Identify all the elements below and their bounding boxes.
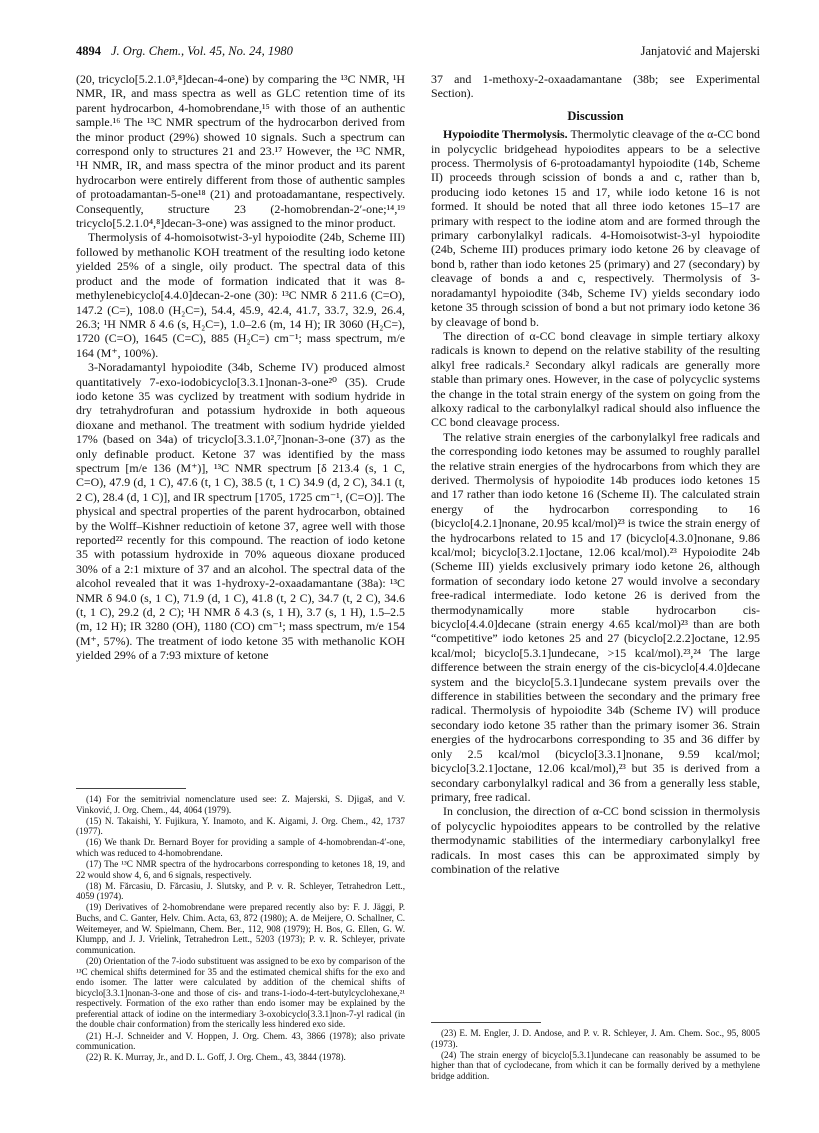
section-heading: Discussion (567, 108, 624, 123)
body-paragraph: In conclusion, the direction of α-CC bond scission in thermolysis of polycyclic hypoiodites appears to be controlled by the relative thermodynamic stabilities of the intermediary carbonylalkyl free radicals. In most cases this can be approximated simply by combination of the relative (431, 804, 760, 876)
footnote: (15) N. Takaishi, Y. Fujikura, Y. Inamoto, and K. Aigami, J. Org. Chem., 42, 1737 (1977). (76, 815, 405, 837)
body-paragraph: Thermolysis of 4-homoisotwist-3-yl hypoiodite (24b, Scheme III) followed by methanolic KOH treatment of the resulting iodo ketone yielded 25% of a single, oily product. The spectral data of this product and the mode of formation indicated that it was 8-methylenebicyclo[4.4.0]decan-2-one (30): ¹³C NMR δ 211.6 (C=O), 147.2 (C=), 108.0 (H₂C=), 54.4, 45.9, 42.4, 41.7, 33.7, 32.9, 26.4, 26.3; ¹H NMR δ 4.6 (s, H₂C=), 1.0–2.6 (m, 14 H); IR 3060 (H₂C=), 1720 (C=O), 1645 (C=C), 885 (H₂C=) cm⁻¹; mass spectrum, m/e 164 (M⁺, 100%). (76, 230, 405, 360)
paragraph-text: Thermolytic cleavage of the α-CC bond in polycyclic bridgehead hypoiodites appears to be a selective process. Thermolysis of 6-protoadamantyl hypoiodite (14b, Scheme II) proceeds through scission of bonds a and c, rather than b, producing iodo ketones 15 and 17, while iodo ketone 16 is not formed. It should be noted that all three iodo ketones 15–17 are primary with respect to the iodine atom and are formed through the primary carbonylalkyl radicals. 4-Homoisotwist-3-yl hypoiodite (24b, Scheme III) produces primary iodo ketone 26 by cleavage of bond b, rather than iodo ketones 25 (primary) and 27 (secondary) by cleavage of bonds a and c, respectively. Thermolysis of 3-noradamantyl hypoiodite (34b, Scheme IV) yields secondary iodo ketone 35 through scission of bond a but not primary iodo ketone 36 by cleavage of bond b. (431, 127, 760, 329)
footnote: (16) We thank Dr. Bernard Boyer for providing a sample of 4-homobrendan-4′-one, which was reduced to 4-homobrendane. (76, 837, 405, 858)
footnotes-right (431, 1022, 760, 1082)
runin-heading: Hypoiodite Thermolysis. (443, 127, 568, 142)
footnote: (24) The strain energy of bicyclo[5.3.1]undecane can reasonably be assumed to be higher than that of cyclodecane, from which it can be formally derived by a methylene bridge addition. (431, 1049, 760, 1081)
right-column (431, 72, 760, 876)
body-paragraph: (20, tricyclo[5.2.1.0³,⁸]decan-4-one) by comparing the ¹³C NMR, ¹H NMR, IR, and mass spectra as well as GLC retention time of its parent hydrocarbon, 4-homobrendane,¹⁵ with those of an authentic sample.¹⁶ The ¹³C NMR spectrum of the hydrocarbon derived from the minor product (29%) showed 10 signals. Such a spectrum can correspond only to structures 21 and 23.¹⁷ However, the ¹³C NMR, ¹H NMR, IR, and mass spectra of the minor product and its parent hydrocarbon were entirely different from those of authentic samples of protoadamantan-5-one¹⁸ (21) and protoadamantane, respectively. Consequently, structure 23 (2-homobrendan-2′-one;¹⁴,¹⁹ tricyclo[5.2.1.0⁴,⁸]decan-3-one) was assigned to the minor product. (76, 72, 405, 231)
header-authors: Janjatović and Majerski (640, 44, 760, 58)
footnote: (23) E. M. Engler, J. D. Andose, and P. v. R. Schleyer, J. Am. Chem. Soc., 95, 8005 (1973). (431, 1028, 760, 1049)
body-paragraph: The relative strain energies of the carbonylalkyl free radicals and the corresponding iodo ketones may be assumed to roughly parallel the relative strain energies of the hydrocarbons from which they are derived. Thermolysis of hypoiodite 14b produces iodo ketones 15 and 17 rather than iodo ketone 16 (Scheme II). The calculated strain energy of the hydrocarbon corresponding to 16 (bicyclo[4.2.1]nonane, 20.95 kcal/mol)²³ is twice the strain energy of the hydrocarbons related to 15 and 17 (bicyclo[4.3.0]nonane, 9.86 kcal/mol; bicyclo[3.2.1]octane, 12.06 kcal/mol).²³ Hypoiodite 24b (Scheme III) yields exclusively primary iodo ketone 26, although formation of secondary iodo ketone 27 would involve a secondary free-radical intermediate. Iodo ketone 26 is derived from the thermodynamically more stable hydrocarbon cis-bicyclo[4.4.0]decane (strain energy 4.65 kcal/mol)²³ than are both “competitive” iodo ketones 25 and 27 (bicyclo[2.2.2]octane, 12.95 kcal/mol; bicyclo[5.3.1]undecane, >15 kcal/mol).²³,²⁴ The large difference between the strain energy of the cis-bicyclo[4.4.0]decane system and the bicyclo[5.3.1]undecane system prevails over the difference in stabilities between the secondary and the primary free radical. Thermolysis of hypoiodite 34b (Scheme IV) will produce secondary iodo ketone 35 rather than the primary isomer 36. Strain energies of the hydrocarbons corresponding to 35 and 36 differ by only 2.5 kcal/mol (bicyclo[3.3.1]nonane, 9.59 kcal/mol; bicyclo[3.2.1]octane, 12.06 kcal/mol),²³ but 35 is derived from a secondary carbonylalkyl radical and 36 from a generally less stable, primary, free radical. (431, 429, 760, 804)
body-paragraph: 37 and 1-methoxy-2-oxaadamantane (38b; see Experimental Section). (431, 72, 760, 101)
footnote-rule (431, 1022, 541, 1023)
footnote: (21) H.-J. Schneider and V. Hoppen, J. Org. Chem. 43, 3866 (1978); also private communication. (76, 1030, 405, 1052)
page-header (76, 44, 760, 62)
footnotes-left (76, 788, 405, 1063)
header-left (76, 44, 293, 59)
footnote: (19) Derivatives of 2-homobrendane were prepared recently also by: F. J. Jäggi, P. Buchs, and C. Ganter, Helv. Chim. Acta, 63, 872 (1980); A. de Meijere, O. Schallner, C. Weitemeyer, and W. Spielmann, Chem. Ber., 112, 908 (1979); H. Bos, G. Ellen, G. W. Klumpp, and J. J. Vrielink, Tetrahedron Lett., 5203 (1973); P. v. R. Schleyer, private communication. (76, 902, 405, 955)
journal-citation: J. Org. Chem., Vol. 45, No. 24, 1980 (111, 44, 293, 58)
body-paragraph: The direction of α-CC bond cleavage in simple tertiary alkoxy radicals is known to depend on the relative stability of the resulting alkyl free radicals.² Secondary alkyl radicals are generally more stable than primary ones. However, in the case of polycyclic systems the change in the total strain energy of the system on going from the alkoxy radical to the carbonylalkyl radical should also influence the CC bond cleavage process. (431, 328, 760, 430)
footnote: (22) R. K. Murray, Jr., and D. L. Goff, J. Org. Chem., 43, 3844 (1978). (86, 1052, 346, 1063)
footnote-rule (76, 788, 186, 789)
left-column (76, 72, 405, 663)
body-paragraph (431, 127, 760, 329)
footnote: (18) M. Fărcasiu, D. Fărcasiu, J. Slutsky, and P. v. R. Schleyer, Tetrahedron Lett., 4059 (1974). (76, 880, 405, 902)
footnote: (14) For the semitrivial nomenclature used see: Z. Majerski, S. Djigaš, and V. Vinković, J. Org. Chem., 44, 4064 (1979). (76, 794, 405, 815)
page-number: 4894 (76, 44, 101, 58)
footnote: (20) Orientation of the 7-iodo substituent was assigned to be exo by comparison of the ¹³C chemical shifts determined for 35 and the estimated chemical shifts for the exo and endo isomer. The latter were calculated by addition of the chemical shifts of bicyclo[3.3.1]nonan-3-one and those of cis- and trans-1-iodo-4-tert-butylcyclohexane,²¹ respectively. Formation of the exo rather than endo isomer may be explained by the preferential attack of iodine on the intermediary 3-oxobicyclo[3.3.1]non-7-yl radical (in the double chair conformation) from the sterically less hindered exo side. (76, 955, 405, 1030)
body-paragraph: 3-Noradamantyl hypoiodite (34b, Scheme IV) produced almost quantitatively 7-exo-iodobicyclo[3.3.1]nonan-3-one²⁰ (35). Crude iodo ketone 35 was cyclized by treatment with sodium hydride in dry tetrahydrofuran and potassium hydroxide in both aqueous dioxane and methanol. The treatment with sodium hydride yielded 17% (based on 34a) of tricyclo[3.3.1.0²,⁷]nonan-3-one (37) as the only definable product. Ketone 37 was identified by the mass spectrum [m/e 136 (M⁺)], ¹³C NMR spectrum [δ 213.4 (s, 1 C, C=O), 47.9 (d, 1 C), 47.6 (t, 1 C), 38.5 (t, 1 C) 34.9 (d, 2 C), 34.1 (t, 2 C), 28.4 (d, 1 C)], and IR spectrum [1705, 1725 cm⁻¹, (C=O)]. The physical and spectral properties of the parent hydrocarbon, obtained by the Wolff–Kishner reductioin of ketone 37, agree well with those reported²² recently for this compound. The reaction of iodo ketone 35 with potassium hydroxide in 70% aqueous dioxane produced 30% of a 2:1 mixture of 37 and an alcohol. The spectral data of the alcohol revealed that it was 1-hydroxy-2-oxaadamantane (38a): ¹³C NMR δ 94.0 (s, 1 C), 71.9 (d, 1 C), 41.8 (t, 2 C), 34.7 (t, 2 C), 34.6 (t, 1 C), 29.2 (d, 2 C); ¹H NMR δ 4.3 (s, 1 H), 3.7 (s, 1 H), 1.5–2.5 (m, 12 H); IR 3280 (OH), 1180 (CO) cm⁻¹; mass spectrum, m/e 154 (M⁺, 57%). The treatment of iodo ketone 35 with methanolic KOH yielded 29% of a 7:93 mixture of ketone (76, 360, 405, 663)
footnote: (17) The ¹³C NMR spectra of the hydrocarbons corresponding to ketones 18, 19, and 22 would show 4, 6, and 6 signals, respectively. (76, 859, 405, 880)
